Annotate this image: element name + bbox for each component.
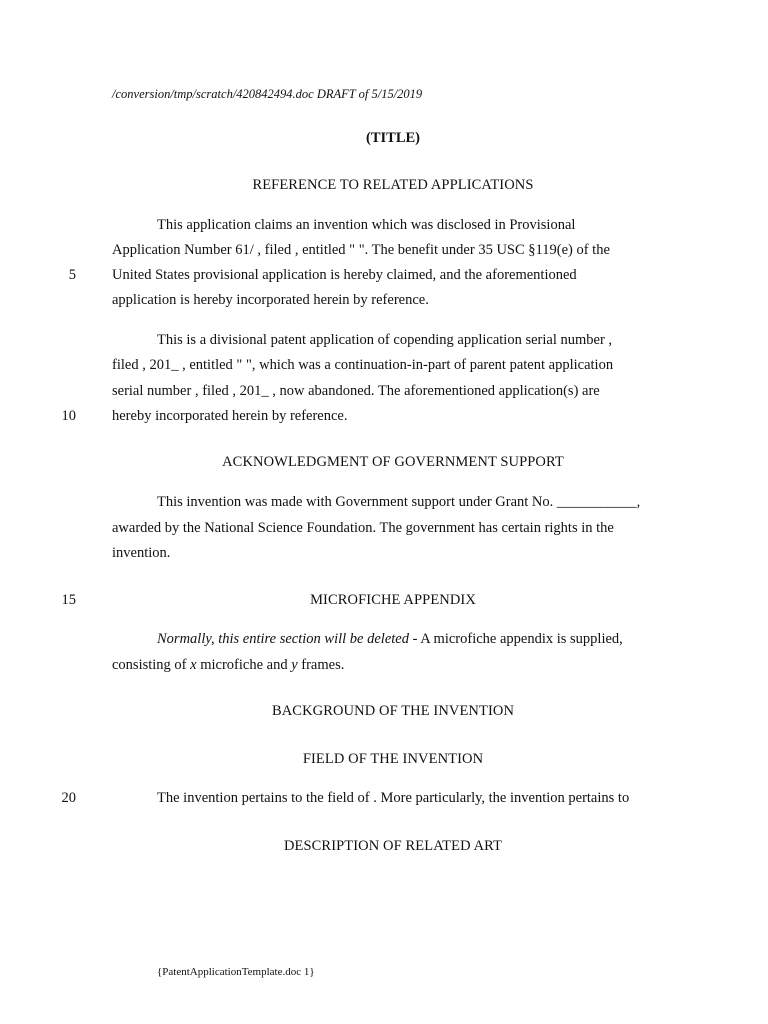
paragraph-line: filed , 201_ , entitled " ", which was a continuation-in-part of parent patent application	[112, 357, 614, 373]
heading-microfiche-appendix: MICROFICHE APPENDIX	[310, 592, 476, 608]
line-number: 5	[68, 267, 76, 283]
paragraph-line: application is hereby incorporated herein by reference.	[112, 292, 429, 308]
text-span: frames.	[297, 657, 345, 673]
paragraph-line: Application Number 61/ , filed , entitled " ". The benefit under 35 USC §119(e) of the	[112, 242, 610, 258]
paragraph-line: invention.	[112, 545, 171, 561]
paragraph-line: This application claims an invention which was disclosed in Provisional	[157, 217, 576, 233]
paragraph-line: United States provisional application is hereby claimed, and the aforementioned	[112, 267, 577, 283]
line-number: 10	[61, 408, 76, 424]
paragraph-line: hereby incorporated herein by reference.	[112, 408, 348, 424]
variable-y: y	[291, 657, 298, 673]
heading-government-support: ACKNOWLEDGMENT OF GOVERNMENT SUPPORT	[222, 454, 564, 470]
italic-note: Normally, this entire section will be deleted	[157, 631, 409, 647]
heading-field-of-invention: FIELD OF THE INVENTION	[302, 751, 484, 767]
paragraph-line: This invention was made with Government support under Grant No. ___________,	[157, 494, 641, 510]
document-header-path: /conversion/tmp/scratch/420842494.doc DRAFT of 5/15/2019	[112, 87, 423, 101]
paragraph-line	[157, 631, 623, 648]
heading-related-applications: REFERENCE TO RELATED APPLICATIONS	[252, 177, 534, 193]
line-number: 15	[61, 592, 76, 608]
paragraph-line: awarded by the National Science Foundation. The government has certain rights in the	[112, 520, 614, 536]
text-span: - A microfiche appendix is supplied,	[408, 631, 623, 647]
line-number: 20	[61, 790, 76, 806]
paragraph-line: The invention pertains to the field of . More particularly, the invention pertains to	[157, 790, 630, 806]
paragraph-line: This is a divisional patent application of copending application serial number ,	[157, 332, 613, 348]
document-title: (TITLE)	[366, 130, 420, 146]
paragraph-line	[112, 657, 344, 674]
heading-background: BACKGROUND OF THE INVENTION	[271, 703, 515, 719]
variable-x: x	[190, 657, 197, 673]
text-span: microfiche and	[196, 657, 292, 673]
heading-related-art: DESCRIPTION OF RELATED ART	[283, 838, 503, 854]
document-footer: {PatentApplicationTemplate.doc 1}	[157, 966, 315, 978]
text-span: consisting of	[112, 657, 191, 673]
paragraph-line: serial number , filed , 201_ , now abandoned. The aforementioned application(s) are	[112, 383, 600, 399]
